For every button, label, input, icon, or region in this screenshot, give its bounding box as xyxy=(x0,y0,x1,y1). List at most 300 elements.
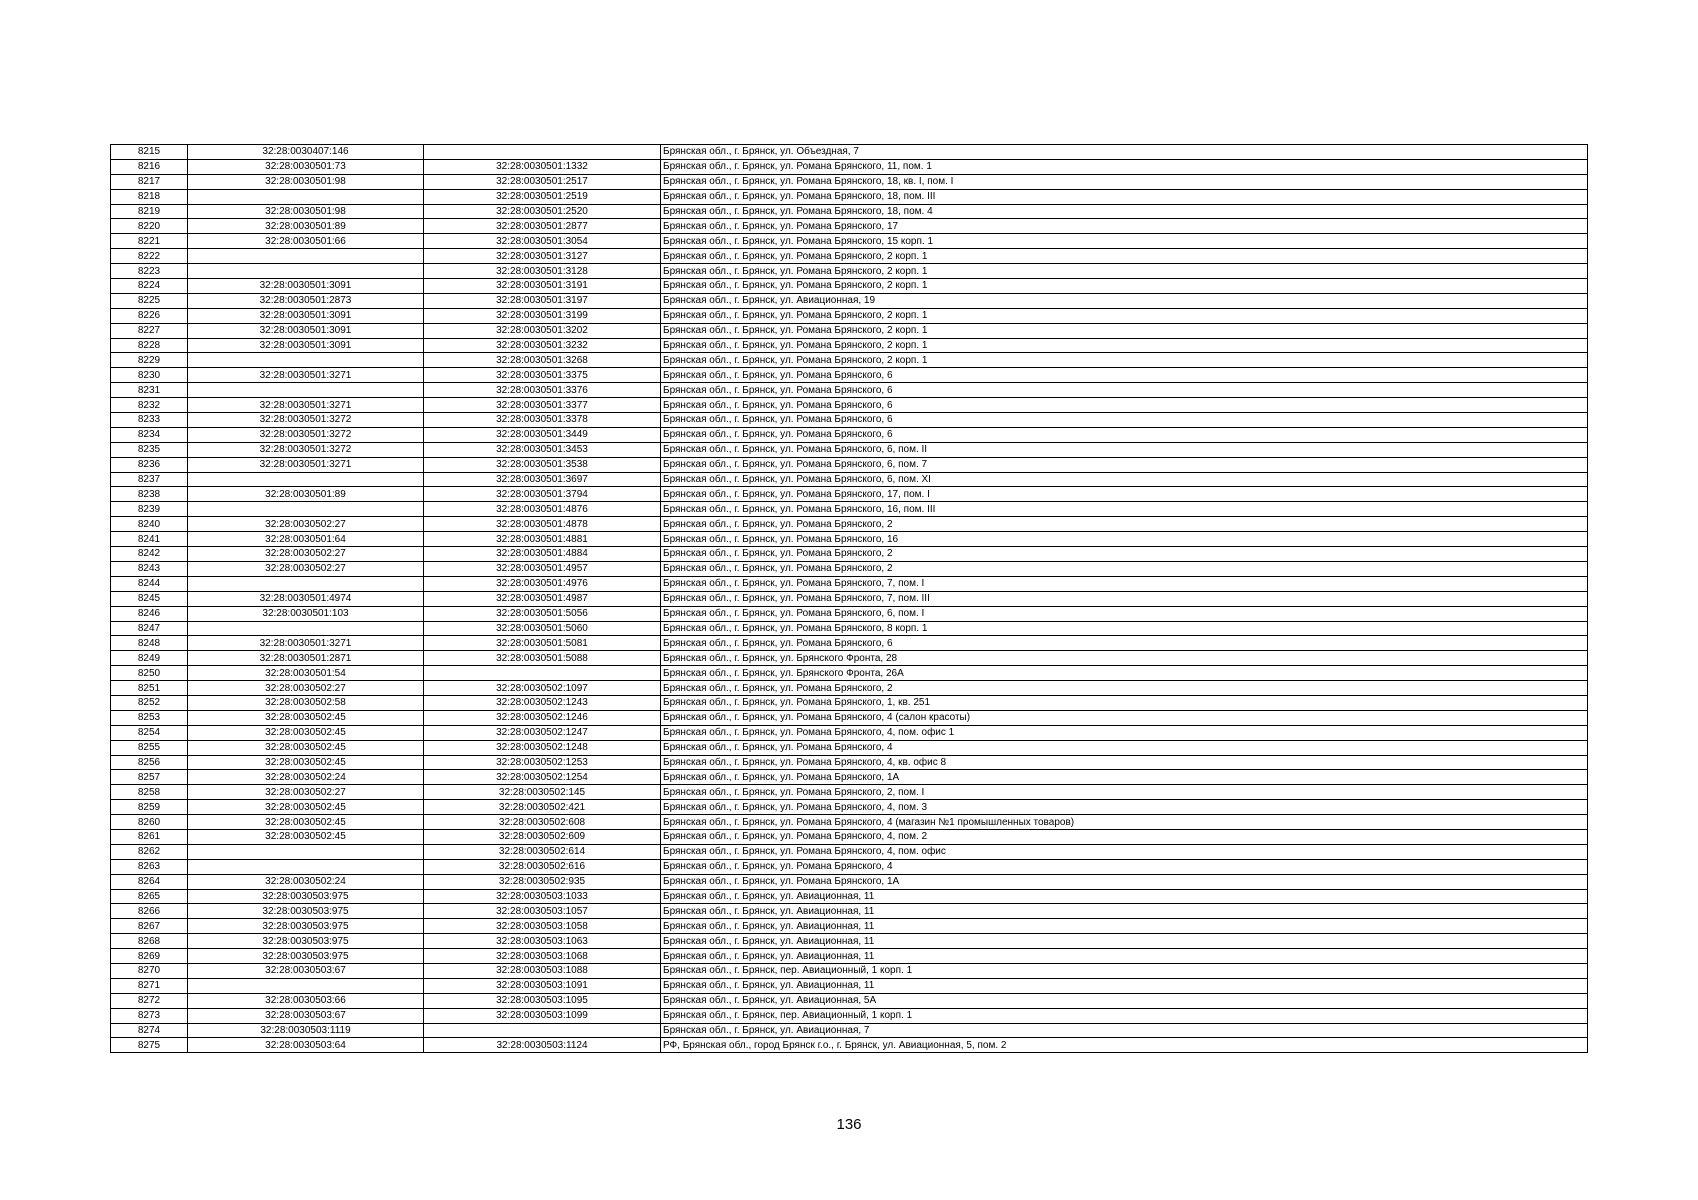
cadastral-number-cell: 32:28:0030502:27 xyxy=(188,517,424,532)
object-cadastral-number-cell: 32:28:0030502:1243 xyxy=(424,695,661,710)
cadastral-number-cell: 32:28:0030502:27 xyxy=(188,561,424,576)
table-row xyxy=(111,472,1588,487)
cadastral-number-cell xyxy=(188,249,424,264)
table-row xyxy=(111,859,1588,874)
table-row xyxy=(111,219,1588,234)
cadastral-number-cell: 32:28:0030501:2871 xyxy=(188,651,424,666)
address-cell: Брянская обл., г. Брянск, ул. Романа Брянского, 15 корп. 1 xyxy=(661,234,1588,249)
address-cell: Брянская обл., г. Брянск, ул. Романа Брянского, 2 корп. 1 xyxy=(661,308,1588,323)
table-row xyxy=(111,174,1588,189)
object-cadastral-number-cell: 32:28:0030501:4976 xyxy=(424,576,661,591)
row-number-cell: 8261 xyxy=(111,829,188,844)
address-cell: Брянская обл., г. Брянск, ул. Романа Брянского, 2 xyxy=(661,681,1588,696)
table-row xyxy=(111,1023,1588,1038)
table-row xyxy=(111,800,1588,815)
row-number-cell: 8216 xyxy=(111,159,188,174)
cadastral-number-cell: 32:28:0030501:3091 xyxy=(188,279,424,294)
cadastral-number-cell: 32:28:0030503:1119 xyxy=(188,1023,424,1038)
cadastral-number-cell: 32:28:0030501:3271 xyxy=(188,636,424,651)
table-row xyxy=(111,636,1588,651)
row-number-cell: 8250 xyxy=(111,666,188,681)
row-number-cell: 8254 xyxy=(111,725,188,740)
table-row xyxy=(111,368,1588,383)
cadastral-number-cell: 32:28:0030501:4974 xyxy=(188,591,424,606)
address-cell: Брянская обл., г. Брянск, ул. Романа Брянского, 2 xyxy=(661,547,1588,562)
object-cadastral-number-cell: 32:28:0030503:1058 xyxy=(424,919,661,934)
object-cadastral-number-cell: 32:28:0030501:4987 xyxy=(424,591,661,606)
address-cell: Брянская обл., г. Брянск, ул. Романа Брянского, 2 корп. 1 xyxy=(661,279,1588,294)
row-number-cell: 8226 xyxy=(111,308,188,323)
address-cell: Брянская обл., г. Брянск, ул. Романа Брянского, 11, пом. 1 xyxy=(661,159,1588,174)
address-cell: Брянская обл., г. Брянск, ул. Романа Брянского, 6 xyxy=(661,368,1588,383)
object-cadastral-number-cell: 32:28:0030502:1097 xyxy=(424,681,661,696)
object-cadastral-number-cell xyxy=(424,666,661,681)
row-number-cell: 8272 xyxy=(111,993,188,1008)
address-cell: Брянская обл., г. Брянск, ул. Романа Брянского, 6 xyxy=(661,383,1588,398)
cadastral-number-cell: 32:28:0030502:45 xyxy=(188,725,424,740)
object-cadastral-number-cell: 32:28:0030502:1254 xyxy=(424,770,661,785)
row-number-cell: 8260 xyxy=(111,815,188,830)
address-cell: Брянская обл., г. Брянск, ул. Романа Брянского, 18, пом. 4 xyxy=(661,204,1588,219)
row-number-cell: 8245 xyxy=(111,591,188,606)
table-row xyxy=(111,904,1588,919)
row-number-cell: 8217 xyxy=(111,174,188,189)
address-cell: Брянская обл., г. Брянск, пер. Авиационный, 1 корп. 1 xyxy=(661,1008,1588,1023)
object-cadastral-number-cell: 32:28:0030501:2877 xyxy=(424,219,661,234)
cadastral-number-cell: 32:28:0030501:3091 xyxy=(188,338,424,353)
object-cadastral-number-cell: 32:28:0030501:5088 xyxy=(424,651,661,666)
object-cadastral-number-cell: 32:28:0030502:614 xyxy=(424,844,661,859)
cadastral-number-cell xyxy=(188,844,424,859)
object-cadastral-number-cell: 32:28:0030501:3202 xyxy=(424,323,661,338)
object-cadastral-number-cell: 32:28:0030501:4876 xyxy=(424,502,661,517)
address-cell: Брянская обл., г. Брянск, ул. Романа Брянского, 6, пом. XI xyxy=(661,472,1588,487)
address-cell: Брянская обл., г. Брянск, ул. Авиационная, 11 xyxy=(661,934,1588,949)
cadastral-number-cell: 32:28:0030502:58 xyxy=(188,695,424,710)
object-cadastral-number-cell: 32:28:0030501:3376 xyxy=(424,383,661,398)
row-number-cell: 8224 xyxy=(111,279,188,294)
cadastral-number-cell xyxy=(188,978,424,993)
object-cadastral-number-cell: 32:28:0030502:1253 xyxy=(424,755,661,770)
address-cell: Брянская обл., г. Брянск, ул. Объездная, 7 xyxy=(661,145,1588,160)
row-number-cell: 8223 xyxy=(111,264,188,279)
object-cadastral-number-cell: 32:28:0030501:2520 xyxy=(424,204,661,219)
address-cell: Брянская обл., г. Брянск, ул. Романа Брянского, 18, кв. I, пом. I xyxy=(661,174,1588,189)
object-cadastral-number-cell: 32:28:0030502:421 xyxy=(424,800,661,815)
row-number-cell: 8258 xyxy=(111,785,188,800)
cadastral-number-cell: 32:28:0030501:98 xyxy=(188,204,424,219)
row-number-cell: 8252 xyxy=(111,695,188,710)
table-row xyxy=(111,323,1588,338)
object-cadastral-number-cell: 32:28:0030503:1095 xyxy=(424,993,661,1008)
address-cell: Брянская обл., г. Брянск, ул. Авиационная, 11 xyxy=(661,919,1588,934)
row-number-cell: 8253 xyxy=(111,710,188,725)
table-row xyxy=(111,770,1588,785)
row-number-cell: 8274 xyxy=(111,1023,188,1038)
cadastral-number-cell xyxy=(188,189,424,204)
object-cadastral-number-cell: 32:28:0030503:1088 xyxy=(424,963,661,978)
row-number-cell: 8264 xyxy=(111,874,188,889)
table-row xyxy=(111,829,1588,844)
table-row xyxy=(111,934,1588,949)
cadastral-number-cell: 32:28:0030503:66 xyxy=(188,993,424,1008)
row-number-cell: 8275 xyxy=(111,1038,188,1053)
row-number-cell: 8239 xyxy=(111,502,188,517)
table-row xyxy=(111,427,1588,442)
object-cadastral-number-cell: 32:28:0030503:1099 xyxy=(424,1008,661,1023)
table-row xyxy=(111,740,1588,755)
row-number-cell: 8228 xyxy=(111,338,188,353)
cadastral-number-cell: 32:28:0030503:67 xyxy=(188,1008,424,1023)
cadastral-number-cell: 32:28:0030501:89 xyxy=(188,219,424,234)
table-row xyxy=(111,353,1588,368)
cadastral-number-cell: 32:28:0030502:27 xyxy=(188,547,424,562)
table-row xyxy=(111,591,1588,606)
object-cadastral-number-cell: 32:28:0030501:3232 xyxy=(424,338,661,353)
row-number-cell: 8229 xyxy=(111,353,188,368)
address-cell: Брянская обл., г. Брянск, ул. Романа Брянского, 4, пом. офис 1 xyxy=(661,725,1588,740)
address-cell: Брянская обл., г. Брянск, ул. Романа Брянского, 4, пом. 2 xyxy=(661,829,1588,844)
cadastral-number-cell: 32:28:0030502:45 xyxy=(188,740,424,755)
table-row xyxy=(111,755,1588,770)
table-row xyxy=(111,487,1588,502)
table-row xyxy=(111,844,1588,859)
table-row xyxy=(111,159,1588,174)
address-cell: Брянская обл., г. Брянск, ул. Авиационная, 11 xyxy=(661,949,1588,964)
address-cell: Брянская обл., г. Брянск, ул. Романа Брянского, 2 корп. 1 xyxy=(661,323,1588,338)
object-cadastral-number-cell: 32:28:0030503:1124 xyxy=(424,1038,661,1053)
object-cadastral-number-cell: 32:28:0030501:3453 xyxy=(424,442,661,457)
object-cadastral-number-cell: 32:28:0030502:608 xyxy=(424,815,661,830)
table-row xyxy=(111,725,1588,740)
cadastral-number-cell: 32:28:0030502:27 xyxy=(188,681,424,696)
table-row xyxy=(111,502,1588,517)
address-cell: Брянская обл., г. Брянск, ул. Авиационная, 11 xyxy=(661,904,1588,919)
table-row xyxy=(111,919,1588,934)
registry-table-body xyxy=(111,145,1588,1053)
row-number-cell: 8262 xyxy=(111,844,188,859)
cadastral-number-cell: 32:28:0030501:54 xyxy=(188,666,424,681)
table-row xyxy=(111,978,1588,993)
row-number-cell: 8255 xyxy=(111,740,188,755)
row-number-cell: 8215 xyxy=(111,145,188,160)
address-cell: Брянская обл., г. Брянск, ул. Романа Брянского, 7, пом. I xyxy=(661,576,1588,591)
object-cadastral-number-cell: 32:28:0030502:1247 xyxy=(424,725,661,740)
cadastral-number-cell: 32:28:0030501:3271 xyxy=(188,457,424,472)
address-cell: Брянская обл., г. Брянск, ул. Романа Брянского, 2 xyxy=(661,517,1588,532)
row-number-cell: 8247 xyxy=(111,621,188,636)
object-cadastral-number-cell xyxy=(424,145,661,160)
table-row xyxy=(111,621,1588,636)
cadastral-number-cell: 32:28:0030502:27 xyxy=(188,785,424,800)
address-cell: Брянская обл., г. Брянск, ул. Романа Брянского, 4 xyxy=(661,859,1588,874)
object-cadastral-number-cell: 32:28:0030501:3794 xyxy=(424,487,661,502)
address-cell: Брянская обл., г. Брянск, ул. Романа Брянского, 6 xyxy=(661,398,1588,413)
table-row xyxy=(111,963,1588,978)
cadastral-number-cell xyxy=(188,472,424,487)
row-number-cell: 8225 xyxy=(111,293,188,308)
address-cell: Брянская обл., г. Брянск, ул. Романа Брянского, 6 xyxy=(661,636,1588,651)
address-cell: Брянская обл., г. Брянск, ул. Романа Брянского, 2, пом. I xyxy=(661,785,1588,800)
table-row xyxy=(111,785,1588,800)
table-row xyxy=(111,606,1588,621)
table-row xyxy=(111,889,1588,904)
address-cell: Брянская обл., г. Брянск, пер. Авиационный, 1 корп. 1 xyxy=(661,963,1588,978)
cadastral-number-cell: 32:28:0030503:975 xyxy=(188,934,424,949)
object-cadastral-number-cell: 32:28:0030501:4884 xyxy=(424,547,661,562)
row-number-cell: 8240 xyxy=(111,517,188,532)
address-cell: Брянская обл., г. Брянск, ул. Романа Брянского, 8 корп. 1 xyxy=(661,621,1588,636)
table-row xyxy=(111,413,1588,428)
row-number-cell: 8242 xyxy=(111,547,188,562)
table-row xyxy=(111,145,1588,160)
row-number-cell: 8259 xyxy=(111,800,188,815)
address-cell: Брянская обл., г. Брянск, ул. Романа Брянского, 6 xyxy=(661,427,1588,442)
cadastral-number-cell: 32:28:0030501:98 xyxy=(188,174,424,189)
cadastral-number-cell: 32:28:0030502:45 xyxy=(188,829,424,844)
address-cell: Брянская обл., г. Брянск, ул. Романа Брянского, 4, пом. 3 xyxy=(661,800,1588,815)
table-row xyxy=(111,815,1588,830)
object-cadastral-number-cell: 32:28:0030501:3377 xyxy=(424,398,661,413)
table-row xyxy=(111,561,1588,576)
cadastral-number-cell: 32:28:0030501:3272 xyxy=(188,442,424,457)
cadastral-number-cell xyxy=(188,264,424,279)
table-row xyxy=(111,576,1588,591)
object-cadastral-number-cell: 32:28:0030501:3128 xyxy=(424,264,661,279)
table-row xyxy=(111,234,1588,249)
cadastral-number-cell: 32:28:0030501:3091 xyxy=(188,323,424,338)
object-cadastral-number-cell: 32:28:0030501:3054 xyxy=(424,234,661,249)
row-number-cell: 8263 xyxy=(111,859,188,874)
table-row xyxy=(111,442,1588,457)
table-row xyxy=(111,710,1588,725)
registry-table xyxy=(110,144,1588,1053)
table-row xyxy=(111,264,1588,279)
address-cell: Брянская обл., г. Брянск, ул. Романа Брянского, 17 xyxy=(661,219,1588,234)
address-cell: Брянская обл., г. Брянск, ул. Авиационная, 5А xyxy=(661,993,1588,1008)
row-number-cell: 8267 xyxy=(111,919,188,934)
row-number-cell: 8218 xyxy=(111,189,188,204)
row-number-cell: 8230 xyxy=(111,368,188,383)
table-row xyxy=(111,666,1588,681)
object-cadastral-number-cell: 32:28:0030501:3127 xyxy=(424,249,661,264)
address-cell: Брянская обл., г. Брянск, ул. Романа Брянского, 18, пом. III xyxy=(661,189,1588,204)
address-cell: Брянская обл., г. Брянск, ул. Романа Брянского, 1, кв. 251 xyxy=(661,695,1588,710)
row-number-cell: 8236 xyxy=(111,457,188,472)
row-number-cell: 8227 xyxy=(111,323,188,338)
object-cadastral-number-cell: 32:28:0030501:3538 xyxy=(424,457,661,472)
object-cadastral-number-cell: 32:28:0030501:1332 xyxy=(424,159,661,174)
object-cadastral-number-cell: 32:28:0030501:3378 xyxy=(424,413,661,428)
object-cadastral-number-cell: 32:28:0030503:1068 xyxy=(424,949,661,964)
cadastral-number-cell: 32:28:0030501:89 xyxy=(188,487,424,502)
table-row xyxy=(111,204,1588,219)
address-cell: Брянская обл., г. Брянск, ул. Романа Брянского, 2 корп. 1 xyxy=(661,353,1588,368)
row-number-cell: 8269 xyxy=(111,949,188,964)
cadastral-number-cell: 32:28:0030502:24 xyxy=(188,874,424,889)
row-number-cell: 8273 xyxy=(111,1008,188,1023)
object-cadastral-number-cell: 32:28:0030501:2517 xyxy=(424,174,661,189)
row-number-cell: 8232 xyxy=(111,398,188,413)
cadastral-number-cell: 32:28:0030501:3272 xyxy=(188,413,424,428)
object-cadastral-number-cell: 32:28:0030502:1248 xyxy=(424,740,661,755)
object-cadastral-number-cell: 32:28:0030503:1091 xyxy=(424,978,661,993)
table-row xyxy=(111,1008,1588,1023)
table-row xyxy=(111,547,1588,562)
object-cadastral-number-cell: 32:28:0030503:1063 xyxy=(424,934,661,949)
address-cell: Брянская обл., г. Брянск, ул. Авиационная, 11 xyxy=(661,889,1588,904)
object-cadastral-number-cell: 32:28:0030501:2519 xyxy=(424,189,661,204)
address-cell: Брянская обл., г. Брянск, ул. Романа Брянского, 17, пом. I xyxy=(661,487,1588,502)
table-row xyxy=(111,308,1588,323)
object-cadastral-number-cell: 32:28:0030501:5060 xyxy=(424,621,661,636)
cadastral-number-cell: 32:28:0030501:103 xyxy=(188,606,424,621)
row-number-cell: 8265 xyxy=(111,889,188,904)
table-row xyxy=(111,457,1588,472)
row-number-cell: 8249 xyxy=(111,651,188,666)
table-row xyxy=(111,695,1588,710)
row-number-cell: 8248 xyxy=(111,636,188,651)
cadastral-number-cell: 32:28:0030502:45 xyxy=(188,800,424,815)
row-number-cell: 8251 xyxy=(111,681,188,696)
cadastral-number-cell: 32:28:0030501:3272 xyxy=(188,427,424,442)
address-cell: Брянская обл., г. Брянск, ул. Романа Брянского, 4 (салон красоты) xyxy=(661,710,1588,725)
address-cell: Брянская обл., г. Брянск, ул. Авиационная, 11 xyxy=(661,978,1588,993)
cadastral-number-cell: 32:28:0030501:2873 xyxy=(188,293,424,308)
address-cell: Брянская обл., г. Брянск, ул. Романа Брянского, 4, кв. офис 8 xyxy=(661,755,1588,770)
table-row xyxy=(111,383,1588,398)
address-cell: РФ, Брянская обл., город Брянск г.о., г. Брянск, ул. Авиационная, 5, пом. 2 xyxy=(661,1038,1588,1053)
row-number-cell: 8221 xyxy=(111,234,188,249)
row-number-cell: 8256 xyxy=(111,755,188,770)
object-cadastral-number-cell: 32:28:0030501:3697 xyxy=(424,472,661,487)
table-row xyxy=(111,517,1588,532)
address-cell: Брянская обл., г. Брянск, ул. Романа Брянского, 4, пом. офис xyxy=(661,844,1588,859)
cadastral-number-cell: 32:28:0030502:45 xyxy=(188,710,424,725)
object-cadastral-number-cell xyxy=(424,1023,661,1038)
row-number-cell: 8220 xyxy=(111,219,188,234)
object-cadastral-number-cell: 32:28:0030503:1033 xyxy=(424,889,661,904)
row-number-cell: 8241 xyxy=(111,532,188,547)
table-row xyxy=(111,189,1588,204)
table-row xyxy=(111,279,1588,294)
cadastral-number-cell: 32:28:0030407:146 xyxy=(188,145,424,160)
page-number: 136 xyxy=(836,1116,862,1133)
cadastral-number-cell: 32:28:0030503:975 xyxy=(188,949,424,964)
address-cell: Брянская обл., г. Брянск, ул. Брянского Фронта, 28 xyxy=(661,651,1588,666)
address-cell: Брянская обл., г. Брянск, ул. Романа Брянского, 6 xyxy=(661,413,1588,428)
address-cell: Брянская обл., г. Брянск, ул. Романа Брянского, 16, пом. III xyxy=(661,502,1588,517)
object-cadastral-number-cell: 32:28:0030501:4957 xyxy=(424,561,661,576)
row-number-cell: 8244 xyxy=(111,576,188,591)
table-row xyxy=(111,993,1588,1008)
object-cadastral-number-cell: 32:28:0030502:616 xyxy=(424,859,661,874)
table-row xyxy=(111,398,1588,413)
address-cell: Брянская обл., г. Брянск, ул. Романа Брянского, 16 xyxy=(661,532,1588,547)
object-cadastral-number-cell: 32:28:0030503:1057 xyxy=(424,904,661,919)
row-number-cell: 8257 xyxy=(111,770,188,785)
object-cadastral-number-cell: 32:28:0030502:145 xyxy=(424,785,661,800)
row-number-cell: 8246 xyxy=(111,606,188,621)
cadastral-number-cell: 32:28:0030503:975 xyxy=(188,889,424,904)
object-cadastral-number-cell: 32:28:0030501:4881 xyxy=(424,532,661,547)
address-cell: Брянская обл., г. Брянск, ул. Романа Брянского, 1А xyxy=(661,770,1588,785)
address-cell: Брянская обл., г. Брянск, ул. Авиационная, 19 xyxy=(661,293,1588,308)
cadastral-number-cell xyxy=(188,859,424,874)
address-cell: Брянская обл., г. Брянск, ул. Романа Брянского, 2 корп. 1 xyxy=(661,338,1588,353)
cadastral-number-cell: 32:28:0030502:24 xyxy=(188,770,424,785)
row-number-cell: 8231 xyxy=(111,383,188,398)
row-number-cell: 8271 xyxy=(111,978,188,993)
table-row xyxy=(111,293,1588,308)
cadastral-number-cell: 32:28:0030503:67 xyxy=(188,963,424,978)
object-cadastral-number-cell: 32:28:0030502:1246 xyxy=(424,710,661,725)
object-cadastral-number-cell: 32:28:0030501:5081 xyxy=(424,636,661,651)
object-cadastral-number-cell: 32:28:0030501:3191 xyxy=(424,279,661,294)
cadastral-number-cell: 32:28:0030501:3271 xyxy=(188,398,424,413)
address-cell: Брянская обл., г. Брянск, ул. Романа Брянского, 4 (магазин №1 промышленных товаров) xyxy=(661,815,1588,830)
address-cell: Брянская обл., г. Брянск, ул. Авиационная, 7 xyxy=(661,1023,1588,1038)
table-row xyxy=(111,651,1588,666)
table-row xyxy=(111,949,1588,964)
object-cadastral-number-cell: 32:28:0030501:4878 xyxy=(424,517,661,532)
address-cell: Брянская обл., г. Брянск, ул. Романа Брянского, 2 корп. 1 xyxy=(661,264,1588,279)
object-cadastral-number-cell: 32:28:0030501:3375 xyxy=(424,368,661,383)
cadastral-number-cell: 32:28:0030503:975 xyxy=(188,919,424,934)
address-cell: Брянская обл., г. Брянск, ул. Романа Брянского, 1А xyxy=(661,874,1588,889)
cadastral-number-cell: 32:28:0030502:45 xyxy=(188,755,424,770)
row-number-cell: 8268 xyxy=(111,934,188,949)
address-cell: Брянская обл., г. Брянск, ул. Брянского Фронта, 26А xyxy=(661,666,1588,681)
row-number-cell: 8219 xyxy=(111,204,188,219)
object-cadastral-number-cell: 32:28:0030502:609 xyxy=(424,829,661,844)
cadastral-number-cell xyxy=(188,502,424,517)
row-number-cell: 8222 xyxy=(111,249,188,264)
address-cell: Брянская обл., г. Брянск, ул. Романа Брянского, 6, пом. II xyxy=(661,442,1588,457)
object-cadastral-number-cell: 32:28:0030502:935 xyxy=(424,874,661,889)
row-number-cell: 8233 xyxy=(111,413,188,428)
table-row xyxy=(111,532,1588,547)
cadastral-number-cell: 32:28:0030503:64 xyxy=(188,1038,424,1053)
table-row xyxy=(111,874,1588,889)
cadastral-number-cell: 32:28:0030501:3091 xyxy=(188,308,424,323)
cadastral-number-cell: 32:28:0030502:45 xyxy=(188,815,424,830)
cadastral-number-cell xyxy=(188,353,424,368)
cadastral-number-cell: 32:28:0030501:66 xyxy=(188,234,424,249)
object-cadastral-number-cell: 32:28:0030501:3199 xyxy=(424,308,661,323)
address-cell: Брянская обл., г. Брянск, ул. Романа Брянского, 6, пом. 7 xyxy=(661,457,1588,472)
object-cadastral-number-cell: 32:28:0030501:3268 xyxy=(424,353,661,368)
row-number-cell: 8266 xyxy=(111,904,188,919)
object-cadastral-number-cell: 32:28:0030501:3449 xyxy=(424,427,661,442)
table-row xyxy=(111,681,1588,696)
cadastral-number-cell xyxy=(188,621,424,636)
cadastral-number-cell xyxy=(188,383,424,398)
cadastral-number-cell: 32:28:0030501:64 xyxy=(188,532,424,547)
table-row xyxy=(111,338,1588,353)
row-number-cell: 8238 xyxy=(111,487,188,502)
cadastral-number-cell: 32:28:0030501:73 xyxy=(188,159,424,174)
address-cell: Брянская обл., г. Брянск, ул. Романа Брянского, 6, пом. I xyxy=(661,606,1588,621)
cadastral-number-cell xyxy=(188,576,424,591)
cadastral-number-cell: 32:28:0030503:975 xyxy=(188,904,424,919)
row-number-cell: 8270 xyxy=(111,963,188,978)
address-cell: Брянская обл., г. Брянск, ул. Романа Брянского, 4 xyxy=(661,740,1588,755)
row-number-cell: 8237 xyxy=(111,472,188,487)
object-cadastral-number-cell: 32:28:0030501:3197 xyxy=(424,293,661,308)
cadastral-number-cell: 32:28:0030501:3271 xyxy=(188,368,424,383)
address-cell: Брянская обл., г. Брянск, ул. Романа Брянского, 2 xyxy=(661,561,1588,576)
